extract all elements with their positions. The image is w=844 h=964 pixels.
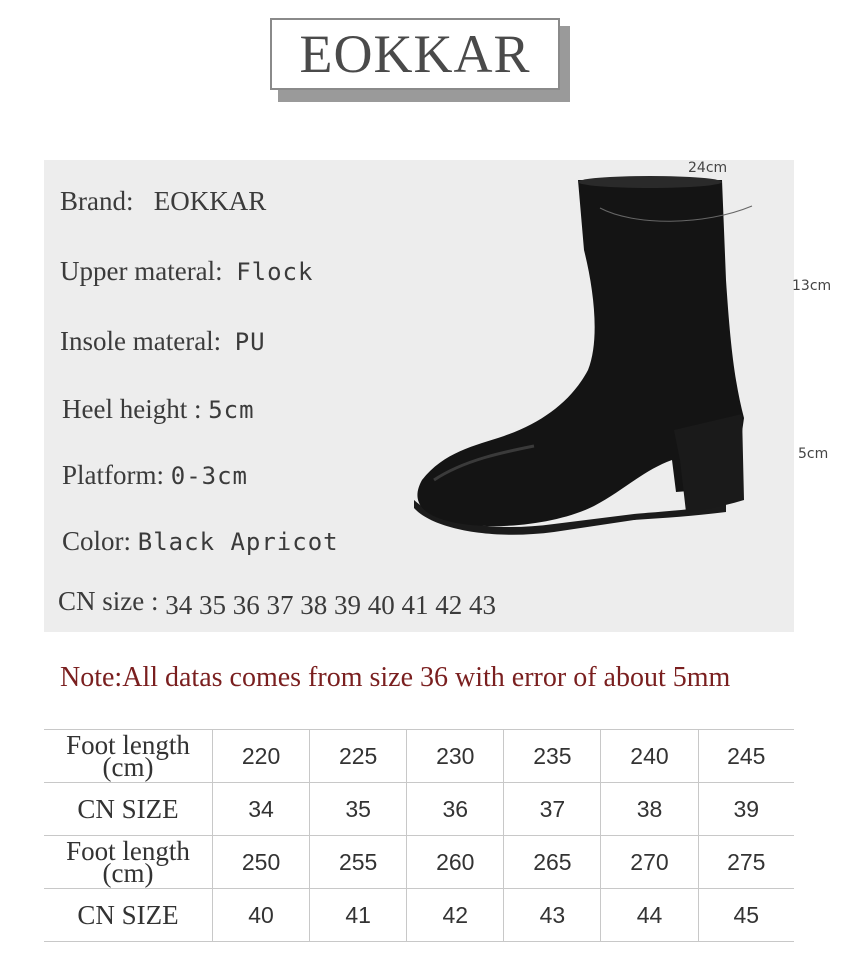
circumference-label: 24cm xyxy=(688,160,728,176)
table-cell: 43 xyxy=(504,889,601,942)
spec-color xyxy=(62,526,339,557)
table-cell: 255 xyxy=(310,836,407,889)
spec-label: Insole materal: xyxy=(60,326,222,356)
logo-box xyxy=(270,18,560,90)
spec-upper-material xyxy=(60,256,313,287)
table-cell: 38 xyxy=(601,783,698,836)
spec-label: Heel height : xyxy=(62,394,202,424)
spec-insole-material xyxy=(60,326,266,357)
table-cell: 36 xyxy=(407,783,504,836)
spec-value: 0-3cm xyxy=(170,462,248,490)
table-row xyxy=(44,783,794,836)
spec-label: CN size : xyxy=(58,586,159,616)
table-cell: 275 xyxy=(698,836,794,889)
table-cell: 225 xyxy=(310,730,407,783)
table-cell: 42 xyxy=(407,889,504,942)
boot-svg xyxy=(404,160,794,632)
boot-illustration xyxy=(404,160,832,632)
spec-value: EOKKAR xyxy=(153,186,267,216)
logo-text: EOKKAR xyxy=(299,24,531,84)
boot-heel xyxy=(674,414,744,512)
spec-value: 34 35 36 37 38 39 40 41 42 43 xyxy=(165,590,496,620)
spec-platform xyxy=(62,460,248,491)
row-header: Foot length (cm) xyxy=(44,836,213,889)
table-cell: 265 xyxy=(504,836,601,889)
spec-value: Black Apricot xyxy=(137,528,339,556)
row-header: Foot length (cm) xyxy=(44,730,213,783)
row-header: CN SIZE xyxy=(44,889,213,942)
table-cell: 39 xyxy=(698,783,794,836)
spec-label: Upper materal: xyxy=(60,256,223,286)
heel-height-label: 5cm xyxy=(798,446,829,462)
table-cell: 35 xyxy=(310,783,407,836)
spec-label: Color: xyxy=(62,526,132,556)
spec-brand xyxy=(60,186,266,217)
table-cell: 270 xyxy=(601,836,698,889)
table-cell: 240 xyxy=(601,730,698,783)
table-cell: 220 xyxy=(213,730,310,783)
spec-heel-height xyxy=(62,394,255,425)
table-cell: 44 xyxy=(601,889,698,942)
boot-opening xyxy=(578,176,722,188)
spec-value: Flock xyxy=(236,258,314,286)
table-cell: 34 xyxy=(213,783,310,836)
measurement-note: Note:All datas comes from size 36 with error of about 5mm xyxy=(60,662,731,693)
table-cell: 40 xyxy=(213,889,310,942)
table-cell: 245 xyxy=(698,730,794,783)
table-row xyxy=(44,889,794,942)
table-cell: 260 xyxy=(407,836,504,889)
table-cell: 37 xyxy=(504,783,601,836)
spec-label: Brand: xyxy=(60,186,134,216)
size-table xyxy=(44,729,794,942)
spec-value: PU xyxy=(234,328,266,356)
spec-label: Platform: xyxy=(62,460,164,490)
table-cell: 235 xyxy=(504,730,601,783)
spec-panel xyxy=(44,160,832,632)
brand-logo xyxy=(270,18,570,98)
table-cell: 45 xyxy=(698,889,794,942)
table-cell: 41 xyxy=(310,889,407,942)
table-cell: 230 xyxy=(407,730,504,783)
shaft-height-label: 13cm xyxy=(792,278,832,294)
table-cell: 250 xyxy=(213,836,310,889)
table-row xyxy=(44,730,794,783)
row-header: CN SIZE xyxy=(44,783,213,836)
table-row xyxy=(44,836,794,889)
spec-value: 5cm xyxy=(208,396,255,424)
